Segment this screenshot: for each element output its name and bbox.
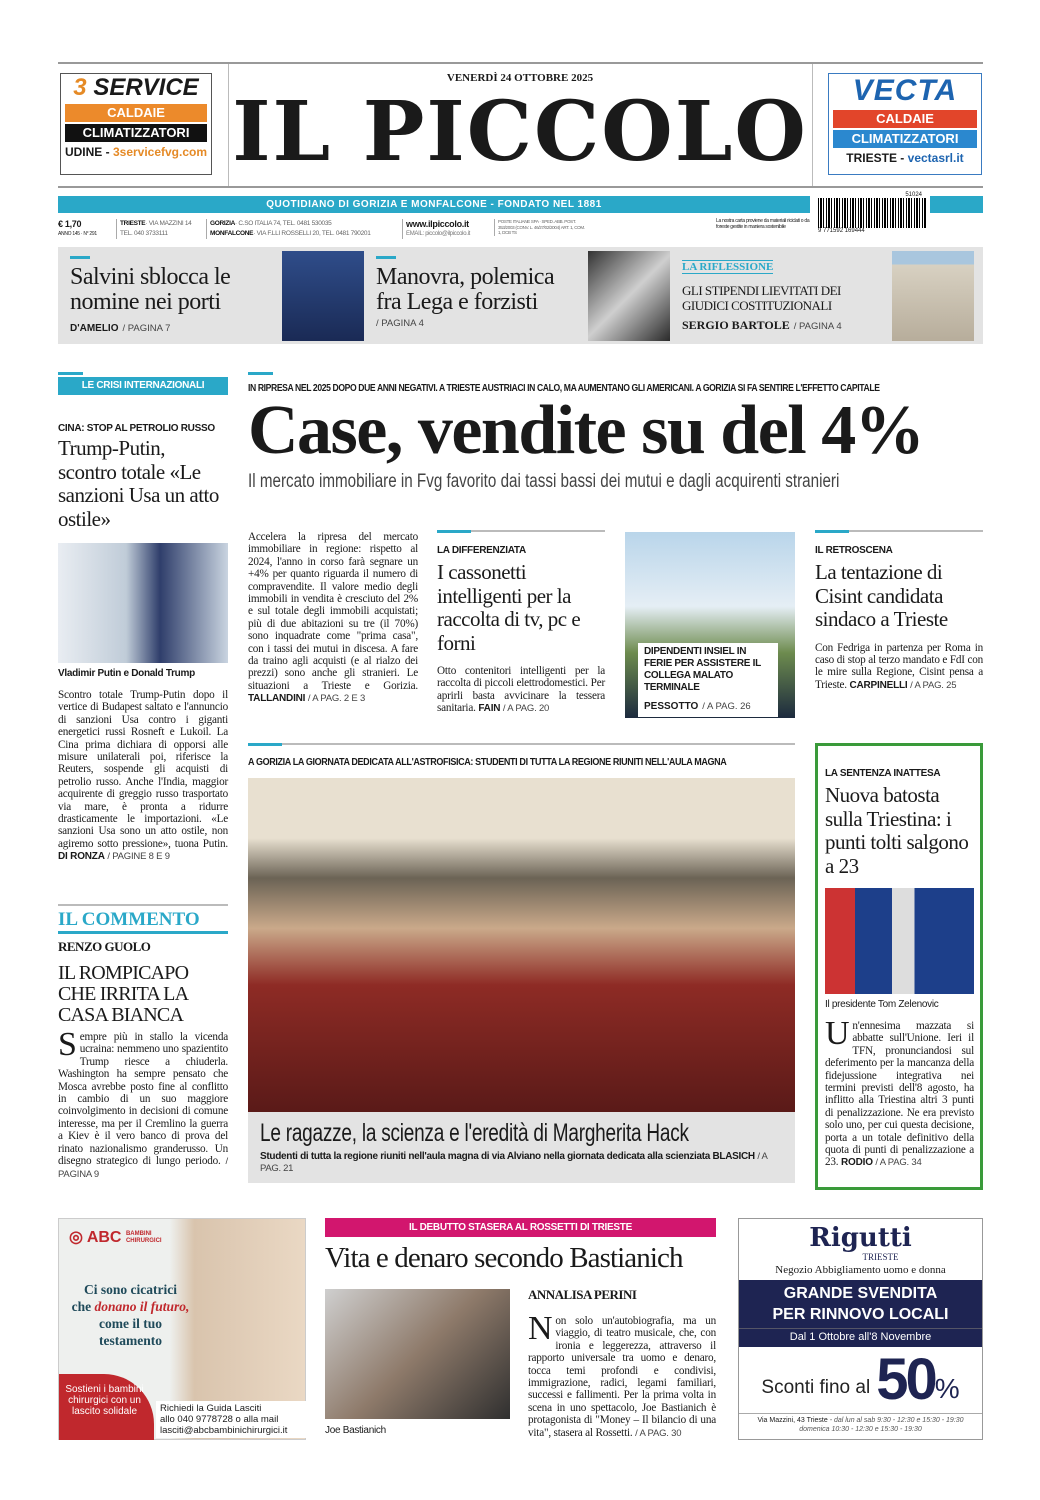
trieste-tel: TEL. 040 3733111 — [120, 230, 168, 237]
byline: ANNALISA PERINI — [528, 1287, 637, 1302]
article-body: Scontro totale Trump-Putin dopo il vertice di Budapest saltato e l'annuncio di sanzioni Usa contro i giganti energetici russi Rosneft e Lukoil. La Cina prima dichiara di opporsi alle misure unilaterali poi, riferisce la Reuters, sospende gli acquisti di petrolio russo. Anche l'India, maggior acquirente di greggio russo trasportato via mare, è pronta a ridurre drasticamente le importazioni. «Le sanzioni Usa sono un atto ostile, non agiremo sotto pressione», tuona Putin. — [58, 689, 228, 850]
rigutti-address: Via Mazzini, 43 Trieste — [757, 1417, 828, 1424]
article-body: Accelera la ripresa del mercato immobiliare in regione: rispetto al 2024, l'anno in corso farà segnare un +4% per quanto riguarda il numero di compravendite. Il valore medio degli immobili in vendita è cresciuto del 2% e sul totale degli immobili acquistati; più di due abitazioni su tre (il 70%) sono inquadrate come "prima casa", con i tassi dei mutui in discesa. A fare da traino agli acquisti (e al rialzo dei prezzi) sono anche gli stranieri. Le situazioni a Trieste e Gorizia. — [248, 531, 418, 692]
article-title[interactable]: Nuova batosta sulla Triestina: i punti tolti salgono a 23 — [825, 783, 969, 878]
kicker: IN RIPRESA NEL 2025 DOPO DUE ANNI NEGATIVI. A TRIESTE AUSTRIACI IN CALO, MA AUMENTANO GLI AMERICANI. A GORIZIA SI FA SENTIRE L'EFFETTO CAPITALE — [248, 383, 880, 394]
byline: RODIO — [841, 1157, 873, 1169]
main-story — [248, 372, 983, 494]
byline: CARPINELLI — [849, 679, 908, 691]
ad-3service[interactable]: 3 SERVICE CALDAIE CLIMATIZZATORI UDINE - 3servicefvg.com — [60, 73, 212, 175]
byline: TALLANDINI — [248, 693, 306, 705]
teaser-riflessione[interactable] — [682, 257, 882, 334]
page-ref[interactable]: / A PAG. 34 — [875, 1157, 922, 1169]
abc-line3: come il tuo testamento — [99, 1316, 162, 1348]
ad-brand: 3 SERVICE — [73, 74, 199, 101]
abc-brand-sub: BAMBINI CHIRURGICI — [125, 1231, 162, 1244]
main-headline[interactable]: Case, vendite su del 4% — [248, 392, 924, 469]
trieste-address: · VIA MAZZINI 14 — [145, 220, 192, 227]
article-body: Otto contenitori intelligenti per la raccolta di piccoli elettrodomestici. Per aprirli basta avvicinare la tessera sanitaria. — [437, 665, 605, 715]
barcode-bottom: 9 771592 169444 — [818, 228, 865, 234]
insiel-photo[interactable] — [625, 532, 795, 718]
rigutti-percent-sign: % — [934, 1373, 960, 1404]
left-column-top — [58, 372, 228, 864]
main-subtitle: Il mercato immobiliare in Fvg favorito dai tassi bassi dei mutui e dagli acquirenti stranieri — [248, 471, 840, 492]
article-title[interactable]: Trump-Putin, scontro totale «Le sanzioni Usa un atto ostile» — [58, 436, 219, 531]
ad-rigutti[interactable] — [738, 1218, 983, 1440]
abc-brand: ABC — [86, 1229, 122, 1246]
rigutti-headline2: PER RINNOVO LOCALI — [772, 1306, 949, 1323]
byline: BLASICH — [712, 1151, 755, 1162]
rigutti-hours2: domenica 10:30 - 12:30 e 15:30 - 19:30 — [799, 1426, 922, 1433]
rigutti-dates: Dal 1 Ottobre all'8 Novembre — [739, 1328, 982, 1345]
byline: FAIN — [478, 703, 501, 715]
price: € 1,70 — [58, 219, 82, 229]
ad-brand: VECTA — [852, 74, 958, 107]
page-ref[interactable]: / A PAG. 30 — [635, 1427, 682, 1439]
postal-info: POSTE ITALIANE SPA · SPED. ABB. POST. 353/2003 (CONV. L. 46/27/02/2004) ART. 1, COM. 1, DCB TS — [494, 219, 586, 236]
email[interactable]: EMAIL: piccolo@ilpiccolo.it — [406, 231, 471, 237]
rigutti-hours1: - dal lun al sab 9:30 - 12:30 e 15:30 - 19:30 — [829, 1417, 964, 1424]
page-ref: / PAGINA 4 — [376, 318, 424, 329]
teaser-manovra[interactable] — [376, 256, 581, 329]
teaser-title: Salvini sblocca le nomine nei porti — [70, 264, 231, 315]
comment-label: IL COMMENTO — [58, 909, 228, 934]
page-ref: / A PAG. 26 — [702, 701, 751, 712]
article-body: Con Fedriga in partenza per Roma in caso di stop al terzo mandato e FdI con le mire sulla Regione, Cisint pensa a Trieste. — [815, 641, 983, 691]
aula-magna-photo — [248, 778, 795, 1112]
rigutti-city: TRIESTE — [862, 1252, 899, 1262]
ad-line2: CLIMATIZZATORI — [833, 130, 977, 148]
page-ref[interactable]: / PAGINE 8 E 9 — [107, 851, 170, 863]
rigutti-sconti: Sconti fino al — [761, 1377, 871, 1398]
comment-body: empre più in stallo la vicenda ucraina: nemmeno uno spazientito Trump riesce a chiuderla. Washington ha sempre pensato che Mosca avrebbe posto fine al conflitto in cambio di un suo maggiore coinvolgimento in decisioni di comune interesse, ma per il Cremlino la guerra a Kiev è il vero banco di prova del rinato nazionalismo granderusso. Un disegno strategico di lungo periodo. — [58, 1031, 228, 1168]
ad-line1: CALDAIE — [65, 104, 207, 122]
page-ref[interactable]: / PAGINA 9 — [58, 1156, 228, 1181]
comment-title[interactable]: IL ROMPICAPO CHE IRRITA LA CASA BIANCA — [58, 962, 189, 1026]
abc-badge: Sostieni i bambini chirurgici con un lascito solidale — [59, 1374, 154, 1440]
abc-line2a: che — [71, 1299, 95, 1314]
tagline-bar-end — [930, 196, 983, 213]
page-ref[interactable]: / A PAG. 2 E 3 — [307, 693, 366, 705]
insiel-title: DIPENDENTI INSIEL IN FERIE PER ASSISTERE IL COLLEGA MALATO TERMINALE — [644, 646, 761, 693]
salvini-photo — [282, 251, 364, 341]
abc-email[interactable]: lasciti@abcbambinichirurgici.it — [160, 1425, 288, 1436]
ad-line1: CALDAIE — [833, 110, 977, 128]
monfalcone-address: · VIA F.LLI ROSSELLI 20, TEL. 0481 790201 — [253, 230, 371, 237]
issue: ANNO 145 · N° 291 — [58, 231, 97, 237]
hack-feature — [248, 743, 795, 1183]
article-body: on solo un'autobiografia, ma un viaggio, di teatro musicale, che, con ironia e leggerezza, attraverso il rapporto universale tra uomo e denaro, tocca temi profondi e condivisi, immigrazione, radici, legami familiari, successi e fallimenti. Per la prima volta in scena in uno spettacolo, Joe Bastianich è protagonista di "Money – Il bilancio di una vita", stasera al Rossetti. — [528, 1315, 716, 1439]
page-ref[interactable]: / A PAG. 20 — [502, 703, 550, 715]
gorizia-address: · C.SO ITALIA 74, TEL. 0481 530035 — [234, 220, 332, 227]
accent-line — [376, 256, 396, 259]
teaser-title: Manovra, polemica fra Lega e forzisti — [376, 264, 555, 315]
main-body — [248, 531, 418, 706]
info-row — [58, 219, 818, 243]
palazzo-photo — [892, 251, 974, 341]
page-ref: / PAGINA 4 — [793, 321, 842, 332]
bastianich-photo — [325, 1289, 510, 1419]
byline: DI RONZA — [58, 851, 105, 863]
rigutti-headline1: GRANDE SVENDITA — [783, 1285, 938, 1302]
ad-web: vectasrl.it — [907, 151, 964, 165]
kicker: LA RIFLESSIONE — [682, 261, 774, 273]
ad-vecta[interactable]: VECTA CALDAIE CLIMATIZZATORI TRIESTE - vectasrl.it — [828, 73, 982, 175]
masthead[interactable]: IL PICCOLO — [232, 84, 808, 180]
teaser-title: GLI STIPENDI LIEVITATI DEI GIUDICI COSTITUZIONALI — [682, 283, 841, 313]
paper-note: La nostra carta proviene da materiali riciclati o da foreste gestite in maniera sostenibile — [716, 218, 810, 230]
divider — [228, 64, 229, 186]
article-title[interactable]: La tentazione di Cisint candidata sindaco a Trieste — [815, 560, 948, 631]
accent-line — [248, 372, 273, 375]
abc-line1: Ci sono cicatrici — [84, 1282, 177, 1297]
ad-city: UDINE — [64, 145, 103, 159]
kicker: CINA: STOP AL PETROLIO RUSSO — [58, 423, 215, 434]
kicker: IL RETROSCENA — [815, 545, 893, 556]
abc-logo: ◎ ABC BAMBINI CHIRURGICI — [69, 1227, 166, 1247]
teaser-salvini[interactable] — [70, 256, 275, 336]
rigutti-brand: Rigutti — [809, 1223, 912, 1253]
ad-web: 3servicefvg.com — [112, 145, 208, 159]
abc-contact1: Richiedi la Guida Lasciti — [160, 1403, 262, 1414]
photo-caption: Il presidente Tom Zelenovic — [825, 999, 939, 1010]
article-title[interactable]: Le ragazze, la scienza e l'eredità di Margherita Hack — [260, 1119, 689, 1147]
tagline-bar: QUOTIDIANO DI GORIZIA E MONFALCONE - FONDATO NEL 1881 — [58, 196, 810, 213]
article-differenziata — [437, 530, 605, 716]
page-ref: / PAGINA 7 — [122, 323, 171, 334]
drop-cap: U — [825, 1015, 850, 1052]
photo-caption: Vladimir Putin e Donald Trump — [58, 668, 195, 679]
article-bastianich — [325, 1218, 716, 1275]
barcode-bars — [818, 198, 926, 228]
trieste-label: TRIESTE — [120, 220, 146, 227]
barcode-top: 51024 — [905, 192, 922, 198]
photo-caption: Studenti di tutta la regione riuniti nell'aula magna di via Alviano nella giornata dedicata alla scienziata — [260, 1151, 711, 1162]
abc-line2b: donano il futuro, — [94, 1299, 190, 1314]
abc-contact2: allo 040 9778728 o alla mail — [160, 1414, 279, 1425]
divider — [812, 64, 813, 186]
article-retroscena — [815, 530, 983, 692]
article-title[interactable]: Vita e denaro secondo Bastianich — [325, 1242, 683, 1274]
photo-caption: Joe Bastianich — [325, 1425, 386, 1436]
monfalcone-label: MONFALCONE — [210, 230, 254, 237]
ad-city: TRIESTE — [846, 151, 897, 165]
kicker: LA SENTENZA INATTESA — [825, 768, 941, 779]
rigutti-percent: 50 — [876, 1347, 935, 1412]
divider — [58, 904, 228, 906]
kicker: LA DIFFERENZIATA — [437, 545, 526, 556]
top-rule — [58, 62, 983, 64]
tajani-photo — [588, 251, 670, 341]
section-label: LE CRISI INTERNAZIONALI — [58, 377, 228, 395]
edition-date: VENERDÌ 24 OTTOBRE 2025 — [446, 72, 594, 84]
comment-author: RENZO GUOLO — [58, 939, 151, 954]
gorizia-label: GORIZIA — [210, 220, 235, 227]
drop-cap: N — [528, 1310, 553, 1347]
insiel-caption-box — [638, 643, 778, 717]
zelenovic-photo — [825, 888, 974, 994]
drop-cap: S — [58, 1026, 77, 1063]
byline: PESSOTTO — [644, 701, 699, 712]
article-body: n'ennesima mazzata si abbatte sull'Unione. Ieri il TFN, pronunciandosi sul deferimento per la mancanza della fidejussione integrativa nei termini previsti dell'8 agosto, ha inflitto alla Triestina altri 3 punti di penalizzazione. Ne era previsto solo uno, per cui questa decisione, porta a un totale definitivo della quota di punti di penalizzazione a 23. — [825, 1020, 974, 1169]
ad-abc[interactable] — [58, 1218, 306, 1440]
byline: SERGIO BARTOLE — [682, 318, 790, 332]
barcode — [818, 192, 926, 238]
accent-line — [70, 256, 90, 259]
putin-trump-photo — [58, 543, 228, 663]
rigutti-desc: Negozio Abbigliamento uomo e donna — [775, 1264, 946, 1276]
left-column-comment — [58, 904, 228, 1182]
ad-line2: CLIMATIZZATORI — [65, 124, 207, 142]
page-ref[interactable]: / A PAG. 25 — [910, 679, 957, 691]
byline: D'AMELIO — [70, 323, 119, 334]
kicker: A GORIZIA LA GIORNATA DEDICATA ALL'ASTROFISICA: STUDENTI DI TUTTA LA REGIONE RIUNITI NELL'AULA MAGNA — [248, 757, 727, 768]
website-link[interactable]: www.ilpiccolo.it — [406, 219, 469, 229]
bastianich-text — [528, 1287, 716, 1440]
page-ref[interactable]: / A PAG. 21 — [260, 1151, 768, 1174]
article-triestina — [815, 743, 983, 1190]
header-rule — [58, 186, 983, 188]
accent-line — [58, 372, 83, 375]
article-title[interactable]: I cassonetti intelligenti per la raccolta di tv, pc e forni — [437, 560, 581, 655]
kicker: IL DEBUTTO STASERA AL ROSSETTI DI TRIESTE — [325, 1218, 716, 1237]
